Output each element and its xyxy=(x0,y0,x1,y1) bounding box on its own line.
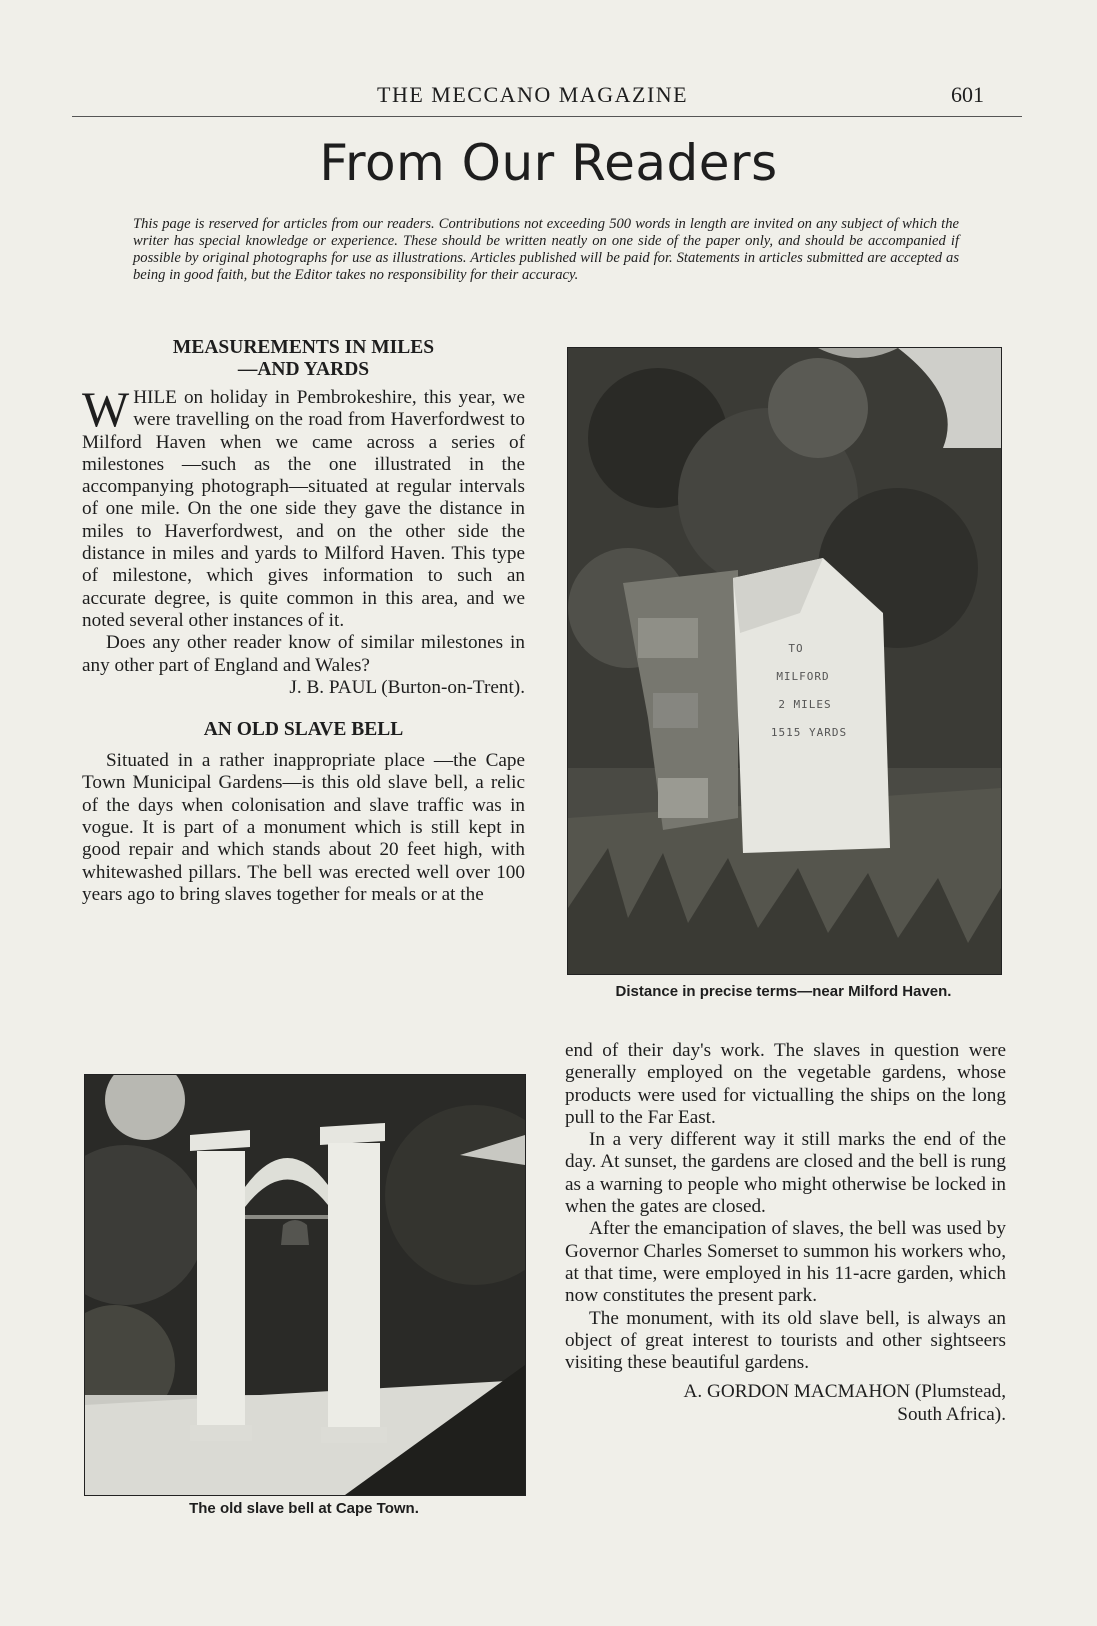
article-signature-line2: South Africa). xyxy=(897,1403,1006,1425)
running-title: THE MECCANO MAGAZINE xyxy=(377,82,689,107)
article-heading-line2: —AND YARDS xyxy=(237,359,370,380)
article-paragraph: end of their day's work. The slaves in question were generally employed on the vegetable gardens, whose products were used for victualling the ships on the long pull to the Far East. xyxy=(565,1040,1006,1128)
article-paragraph: In a very different way it still marks the end of the day. At sunset, the gardens are closed and the bell is rung as a warning to people who might otherwise be locked in when the gates are closed. xyxy=(565,1129,1006,1218)
article-paragraph: Situated in a rather inappropriate place —the Cape Town Municipal Gardens—is this old slave bell, a relic of the days when colonisation and slave traffic was in vogue. It is part of a monument which is still kept in good repair and which stands about 20 feet high, with whitewashed pillars. The bell was erected well over 100 years ago to bring slaves together for meals or at the xyxy=(82,750,525,905)
article-paragraph: After the emancipation of slaves, the bell was used by Governor Charles Somerset to summon his workers who, at that time, were employed in his 11-acre garden, which now constitutes the present park. xyxy=(565,1218,1006,1307)
page-header xyxy=(72,82,1022,117)
drop-cap: W xyxy=(82,381,130,437)
article-slave-bell-continued xyxy=(565,1040,1006,1426)
page-number: 601 xyxy=(951,82,984,107)
slave-bell-photo-caption: The old slave bell at Cape Town. xyxy=(189,1500,419,1517)
article-milestones xyxy=(82,337,525,906)
article-heading: AN OLD SLAVE BELL xyxy=(203,719,404,741)
article-paragraph: The monument, with its old slave bell, is always an object of great interest to tourists and other sightseers visiting these beautiful gardens. xyxy=(565,1307,1006,1374)
article-signature: J. B. PAUL (Burton-on-Trent). xyxy=(289,676,525,698)
article-paragraph: WHILE on holiday in Pembrokeshire, this year, we were travelling on the road from Haverfordwest to Milford Haven when we came across a series of milestones —such as the one illustrated in the accompanying photograph—situated at regular intervals of one mile. On the one side they gave the distance in miles to Haverfordwest, and on the other side the distance in miles and yards to Milford Haven. This type of milestone, which gives information to such an accurate degree, is quite common in this area, and we noted several other instances of it. xyxy=(82,381,525,631)
article-signature-line1: A. GORDON MACMAHON (Plumstead, xyxy=(683,1381,1006,1403)
slave-bell-photo xyxy=(84,1074,526,1496)
milestone-photo xyxy=(567,347,1002,975)
stone-line-3: 2 MILES xyxy=(778,698,832,711)
stone-line-4: 1515 YARDS xyxy=(770,726,848,739)
stone-line-1: TO xyxy=(788,642,804,655)
article-heading-line1: MEASUREMENTS IN MILES xyxy=(172,337,435,358)
intro-note: This page is reserved for articles from our readers. Contributions not exceeding 500 words in length are invited on any subject of which the writer has special knowledge or experience. These should be written neatly on one side of the paper only, and should be accompanied if possible by original photographs for use as illustrations. Articles published will be paid for. Statements in articles submitted are accepted as being in good faith, but the Editor takes no responsibility for their accuracy. xyxy=(133,216,959,283)
stone-line-2: MILFORD xyxy=(776,670,830,683)
page-title: From Our Readers xyxy=(319,134,778,192)
article-paragraph: Does any other reader know of similar milestones in any other part of England and Wales? xyxy=(82,632,525,676)
milestone-photo-caption: Distance in precise terms—near Milford Haven. xyxy=(615,983,952,1000)
